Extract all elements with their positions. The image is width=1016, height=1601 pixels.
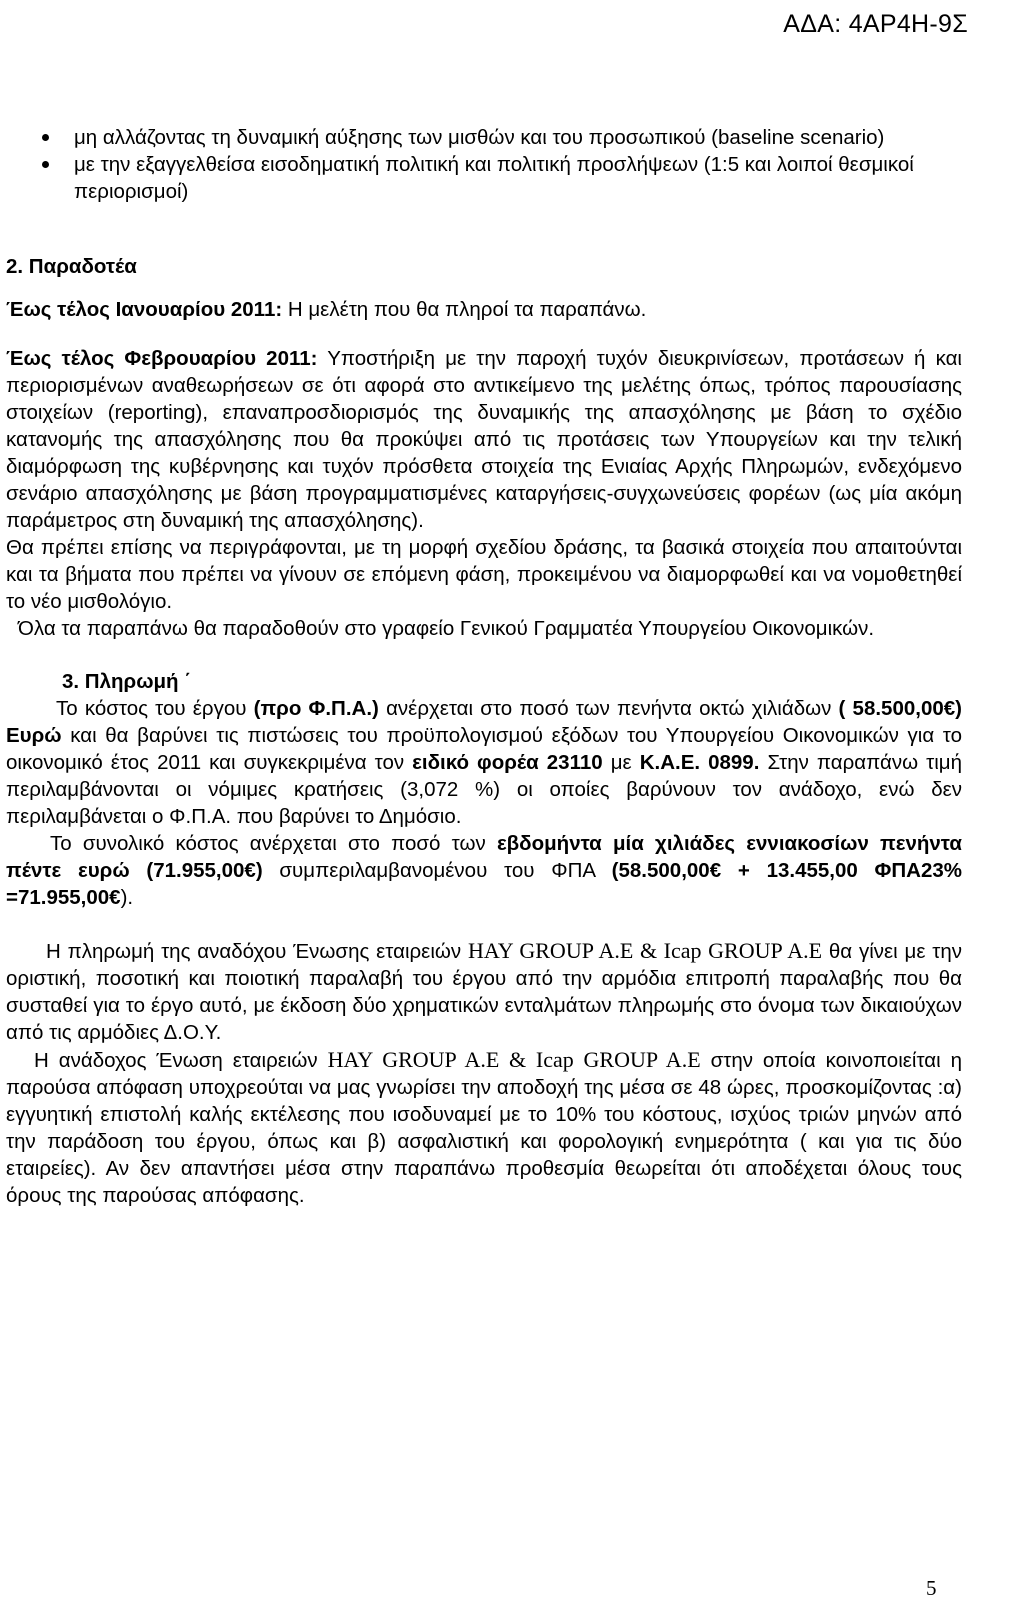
delivery-paragraph: Όλα τα παραπάνω θα παραδοθούν στο γραφείο Γενικού Γραμματέα Υπουργείου Οικονομικών.	[18, 617, 875, 640]
list-item: μη αλλάζοντας τη δυναμική αύξησης των μισθών και του προσωπικού (baseline scenario)	[6, 124, 962, 151]
section-heading-deliverables: 2. Παραδοτέα	[6, 255, 137, 278]
document-body	[6, 124, 962, 1209]
deliverable-february-label: Έως τέλος Φεβρουαρίου 2011:	[6, 347, 318, 370]
company-name: HAY GROUP A.E & Icap GROUP A.E	[467, 938, 823, 963]
total-cost-paragraph: Το συνολικό κόστος ανέρχεται στο ποσό των εβδομήντα μία χιλιάδες εννιακοσίων πενήντα πέντε ευρώ (71.955,00€) συμπεριλαμβανομένου του ΦΠΑ (58.500,00€ + 13.455,00 ΦΠΑ23% =71.955,00€).	[6, 832, 962, 909]
scenario-bullet-list	[6, 124, 962, 205]
ada-code: ΑΔΑ: 4ΑΡ4Η-9Σ	[783, 10, 968, 38]
deliverable-january-label: Έως τέλος Ιανουαρίου 2011:	[6, 298, 283, 321]
deliverable-january-text: Η μελέτη που θα πληροί τα παραπάνω.	[282, 298, 647, 321]
company-name: HAY GROUP A.E & Icap GROUP A.E	[327, 1047, 701, 1072]
deliverable-february	[6, 345, 962, 534]
cost-paragraph: Το κόστος του έργου (προ Φ.Π.Α.) ανέρχεται στο ποσό των πενήντα οκτώ χιλιάδων ( 58.500,00€) Ευρώ και θα βαρύνει τις πιστώσεις του προϋπολογισμού εξόδων του Υπουργείου Οικονομικών για το οικονομικό έτος 2011 και συγκεκριμένα τον ειδικό φορέα 23110 με Κ.Α.Ε. 0899. Στην παραπάνω τιμή περιλαμβάνονται οι νόμιμες κρατήσεις (3,072 %) οι οποίες βαρύνουν τον ανάδοχο, ενώ δεν περιλαμβάνεται ο Φ.Π.Α. που βαρύνει το Δημόσιο.	[6, 697, 962, 828]
acceptance-paragraph: Η ανάδοχος Ένωση εταιρειών HAY GROUP A.E & Icap GROUP A.E στην οποία κοινοποιείται η παρούσα απόφαση υποχρεούται να μας γνωρίσει την αποδοχή της μέσα σε 48 ώρες, προσκομίζοντας :α) εγγυητική επιστολή καλής εκτέλεσης που ισοδυναμεί με το 10% του κόστους, ισχύος τριών μηνών από την παράδοση του έργου, όπως και β) ασφαλιστική και φορολογική ενημερότητα ( και για τις δύο εταιρείες). Αν δεν απαντήσει μέσα στην παραπάνω προθεσμία θεωρείται ότι αποδέχεται όλους τους όρους της παρούσας απόφασης.	[6, 1047, 963, 1207]
payment-terms-paragraph: Η πληρωμή της αναδόχου Ένωσης εταιρειών HAY GROUP A.E & Icap GROUP A.E θα γίνει με την οριστική, ποσοτική και ποιοτική παραλαβή του έργου από την αρμόδια επιτροπή παραλαβής που θα συσταθεί για το έργο αυτό, με έκδοση δύο χρηματικών ενταλμάτων πληρωμής στο όνομα των δικαιούχων από τις αρμόδιες Δ.Ο.Υ.	[6, 938, 963, 1044]
section-heading-payment: 3. Πληρωμή ΄	[62, 670, 192, 693]
deliverable-february-text: Υποστήριξη με την παροχή τυχόν διευκρινίσεων, προτάσεων ή και περιορισμένων αναθεωρήσεων σε ότι αφορά στο αντικείμενο της μελέτης όπως, τρόπος παρουσίασης στοιχείων (reporting), επαναπροσδιορισμός της δυναμικής της απασχόλησης με βάση το σχέδιο κατανομής της απασχόλησης που θα προκύψει από τις προτάσεις των Υπουργείων και την τελική διαμόρφωση της κυβέρνησης και τυχόν πρόσθετα στοιχεία της Ενιαίας Αρχής Πληρωμών, ενδεχόμενο σενάριο απασχόλησης με βάση προγραμματισμένες καταργήσεις-συγχωνεύσεις φορέων (ως μία ακόμη παράμετρος στη δυναμική της απασχόλησης).	[6, 347, 962, 532]
action-plan-paragraph: Θα πρέπει επίσης να περιγράφονται, με τη μορφή σχεδίου δράσης, τα βασικά στοιχεία που απαιτούνται και τα βήματα που πρέπει να γίνουν σε επόμενη φάση, προκειμένου να διαμορφωθεί και να νομοθετηθεί το νέο μισθολόγιο.	[6, 536, 962, 613]
deliverable-january	[6, 296, 962, 323]
list-item: με την εξαγγελθείσα εισοδηματική πολιτική και πολιτική προσλήψεων (1:5 και λοιποί θεσμικοί περιορισμοί)	[6, 151, 962, 205]
page-number: 5	[926, 1576, 937, 1600]
